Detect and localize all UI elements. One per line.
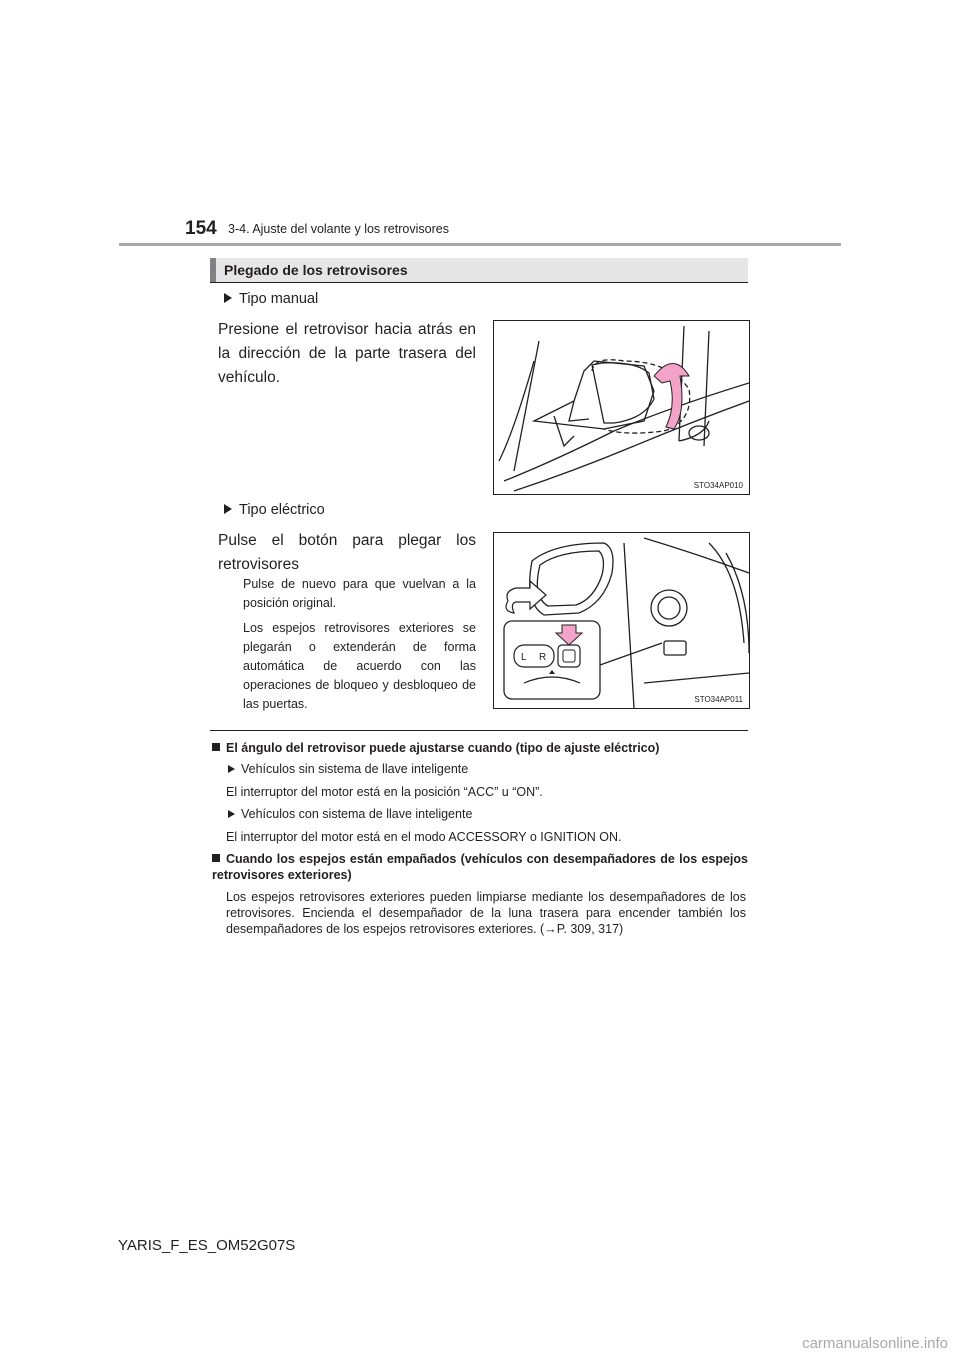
triangle-bullet-icon: [228, 810, 235, 818]
square-bullet-icon: [212, 743, 220, 751]
header-rule: [119, 243, 841, 246]
watermark[interactable]: carmanualsonline.info: [802, 1335, 948, 1352]
case1-text: El interruptor del motor está en la posición “ACC” u “ON”.: [226, 785, 543, 799]
angle-heading-text: El ángulo del retrovisor puede ajustarse cuando (tipo de ajuste eléctrico): [226, 741, 660, 755]
triangle-bullet-icon: [224, 293, 232, 303]
pink-arrow-icon: [654, 364, 689, 430]
electric-fold-figure: [493, 532, 750, 709]
footer-code: YARIS_F_ES_OM52G07S: [118, 1237, 296, 1254]
running-head: 3-4. Ajuste del volante y los retrovisores: [228, 222, 449, 236]
mirror-fold-illustration: [494, 321, 749, 494]
manual-fold-figure: [493, 320, 750, 495]
switch-panel: [504, 621, 600, 699]
electric-note-1: Pulse de nuevo para que vuelvan a la posición original.: [243, 577, 476, 610]
fog-text: Los espejos retrovisores exteriores pueden limpiarse mediante los desempañadores de los retrovisores. Encienda el desempañador de la luna trasera para encender también los desempañadores de los espejos retrovisores exteriores. (→P. 309, 317): [226, 890, 746, 936]
square-bullet-icon: [212, 854, 220, 862]
fog-heading: [212, 851, 748, 883]
fold-arrow-icon: [506, 581, 546, 613]
angle-heading: [212, 740, 748, 756]
case1-label-text: Vehículos sin sistema de llave inteligente: [241, 762, 469, 776]
manual-type-text: Tipo manual: [239, 291, 319, 307]
switch-right-label: R: [539, 652, 547, 663]
electric-note-2: Los espejos retrovisores exteriores se plegarán o extenderán de forma automática de acuerdo con las operaciones de bloqueo y desbloqueo de las puertas.: [243, 621, 476, 711]
triangle-bullet-icon: [224, 504, 232, 514]
case2-label-text: Vehículos con sistema de llave inteligente: [241, 807, 473, 821]
manual-instruction: Presione el retrovisor hacia atrás en la dirección de la parte trasera del vehículo.: [218, 321, 476, 386]
section-accent: [210, 258, 216, 282]
case2-label: [228, 806, 472, 822]
section-heading-bar: [210, 258, 748, 283]
section-title: Plegado de los retrovisores: [224, 262, 408, 278]
section-divider: [210, 730, 748, 731]
electric-type-text: Tipo eléctrico: [239, 502, 325, 518]
case2-text: El interruptor del motor está en el modo ACCESSORY o IGNITION ON.: [226, 830, 622, 844]
page-number: 154: [185, 218, 217, 239]
case1-label: [228, 761, 468, 777]
manual-figure-code: STO34AP010: [693, 481, 743, 490]
electric-instruction: Pulse el botón para plegar los retrovisores: [218, 532, 476, 573]
switch-illustration: [494, 533, 749, 708]
switch-left-label: L: [521, 652, 527, 663]
manual-type-label: [224, 291, 318, 307]
fog-heading-text: Cuando los espejos están empañados (vehículos con desempañadores de los espejos retrovisores exteriores): [212, 852, 748, 882]
electric-figure-code: STO34AP011: [694, 695, 743, 704]
electric-type-label: [224, 502, 325, 518]
triangle-bullet-icon: [228, 765, 235, 773]
